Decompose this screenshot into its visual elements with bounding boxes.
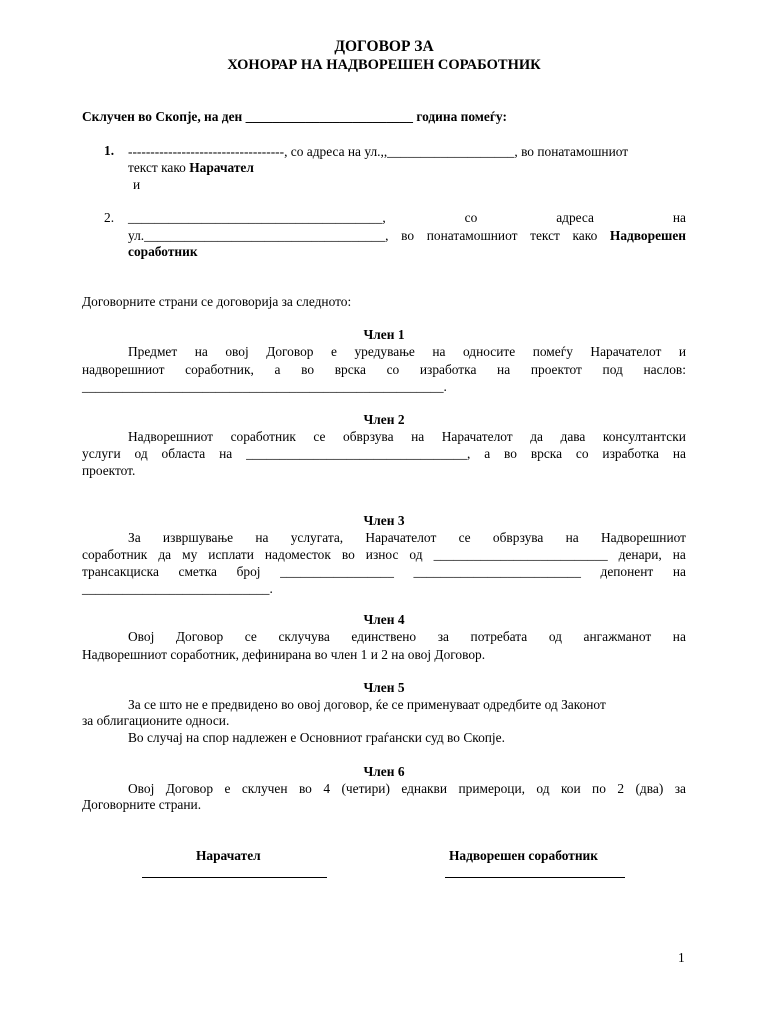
party1-number: 1. [104,143,115,158]
word: од [409,547,423,562]
word: на [672,564,686,579]
agreement-line: Договорните страни се договорија за следното: [82,294,352,309]
word: областа [161,446,206,461]
word: на [672,629,686,644]
word: за [437,629,449,644]
word: по [592,781,606,796]
word: исплати [208,547,254,562]
article4-line1 [82,629,686,645]
word: Овој [128,629,155,644]
word: на [219,446,233,461]
signature-right-line [445,877,625,878]
word: надоместок [264,547,331,562]
word: под [602,362,623,377]
word: услугата, [290,530,344,545]
word: да [530,429,543,444]
word: надворешниот [82,362,165,377]
word: обврзува [343,429,394,444]
word: еднакви [401,781,448,796]
word: Предмет [128,344,178,359]
article5-line2: за облигационите односи. [82,713,230,728]
word: на [255,530,269,545]
party1-text: текст како [128,160,190,175]
word: Договор [165,781,214,796]
word: соработник [82,547,148,562]
word: обврзува [492,530,544,545]
party2-number: 2. [104,210,115,225]
word: изработка [419,362,477,377]
word: со [386,362,400,377]
word: Надворешниот [600,530,686,545]
word: _________________________ [413,564,581,579]
article6-heading: Член 6 [363,764,405,779]
word: Договор [175,629,224,644]
word: склучува [278,629,330,644]
party2-blank: ______________________________________, [128,210,386,225]
party2-line2 [128,228,686,244]
word: соработник, [185,362,254,377]
word: извршување [162,530,234,545]
party2-role-cont: соработник [128,244,198,259]
signature-left-line [142,877,327,878]
word: Нарачателот [365,530,437,545]
word: се [244,629,257,644]
word: дава [560,429,586,444]
word: За [128,530,141,545]
word: врска [334,362,366,377]
word: понатамошниот [426,228,518,243]
word: со [464,210,478,225]
word: е [224,781,231,796]
party1-role: Нарачател [189,160,254,175]
party2-address: ул.____________________________________, [128,228,389,243]
word: _________________________________, [246,446,471,461]
intro-line: Склучен во Скопје, на ден _________________________ година помеѓу: [82,109,507,124]
article1-line2 [82,362,686,378]
article1-heading: Член 1 [363,327,405,342]
word: 4 [323,781,331,796]
article1-line3: ______________________________________________________. [82,379,447,394]
party1-and: и [133,177,141,192]
document-subtitle: ХОНОРАР НА НАДВОРЕШЕН СОРАБОТНИК [227,57,541,73]
article3-line4: ____________________________. [82,581,273,596]
word: Договор [266,344,314,359]
word: _________________ [280,564,394,579]
party2-role: Надворешен [609,228,686,243]
word: како [572,228,598,243]
word: во [301,362,315,377]
article3-line1 [82,530,686,546]
party1-line1: -----------------------------------, со адреса на ул.,,___________________, во понатамошниот [128,144,629,159]
article2-line1 [82,429,686,445]
word: __________________________ [433,547,608,562]
word: во [504,446,517,461]
article6-line2: Договорните страни. [82,797,202,812]
word: износ [365,547,399,562]
word: на [672,547,686,562]
word: (два) [635,781,664,796]
word: единствено [351,629,417,644]
article5-heading: Член 5 [363,680,405,695]
word: од [134,446,148,461]
article5-line3: Во случај на спор надлежен е Основниот граѓански суд во Скопје. [128,730,505,745]
word: изработка [602,446,659,461]
word: односите [462,344,516,359]
word: и [678,344,686,359]
word: му [182,547,198,562]
article3-heading: Член 3 [363,513,405,528]
word: адреса [556,210,594,225]
word: помеѓу [532,344,573,359]
article1-line1 [82,344,686,360]
word: на [672,446,686,461]
word: а [484,446,491,461]
word: трансакциска [82,564,159,579]
word: денари, [618,547,662,562]
word: врска [530,446,563,461]
word: проектот [530,362,582,377]
word: на [411,429,425,444]
word: да [158,547,172,562]
article4-heading: Член 4 [363,612,405,627]
word: во [341,547,355,562]
article6-line1 [82,781,686,797]
word: соработник [230,429,296,444]
word: на [672,210,686,225]
word: од [536,781,550,796]
word: на [497,362,511,377]
word: Надворешниот [128,429,214,444]
word: од [548,629,562,644]
word: за [674,781,686,796]
word: во [401,228,415,243]
word: склучен [241,781,288,796]
word: на [565,530,579,545]
word: услуги [82,446,121,461]
word: Нарачателот [441,429,513,444]
article2-line3: проектот. [82,463,136,478]
party2-line1 [128,210,686,226]
article2-line2 [82,446,686,462]
word: 2 [617,781,625,796]
document-title: ДОГОВОР ЗА [334,38,434,55]
word: со [575,446,589,461]
signature-right-label: Надворешен соработник [449,848,598,863]
word: Овој [128,781,155,796]
word: се [313,429,326,444]
word: број [236,564,261,579]
article3-line3 [82,564,686,580]
word: потребата [470,629,528,644]
word: на [432,344,446,359]
article2-heading: Член 2 [363,412,405,427]
word: примероци, [458,781,525,796]
party1-line2 [128,160,254,176]
article3-line2 [82,547,686,563]
article4-line2: Надворешниот соработник, дефинирана во член 1 и 2 на овој Договор. [82,647,486,662]
word: депонент [600,564,654,579]
word: а [274,362,281,377]
word: на [194,344,208,359]
word: е [331,344,337,359]
word: ангажманот [583,629,652,644]
word: Нарачателот [590,344,662,359]
word: (четири) [341,781,390,796]
word: во [298,781,312,796]
word: уредување [354,344,415,359]
signature-left-label: Нарачател [196,848,261,863]
word: консултантски [602,429,686,444]
word: овој [225,344,249,359]
article5-line1: За се што не е предвидено во овој договор, ќе се применуваат одредбите од Законот [128,697,606,712]
word: се [458,530,471,545]
word: наслов: [643,362,686,377]
word: сметка [178,564,217,579]
page-number: 1 [678,950,685,965]
word: текст [530,228,560,243]
word: кои [560,781,581,796]
